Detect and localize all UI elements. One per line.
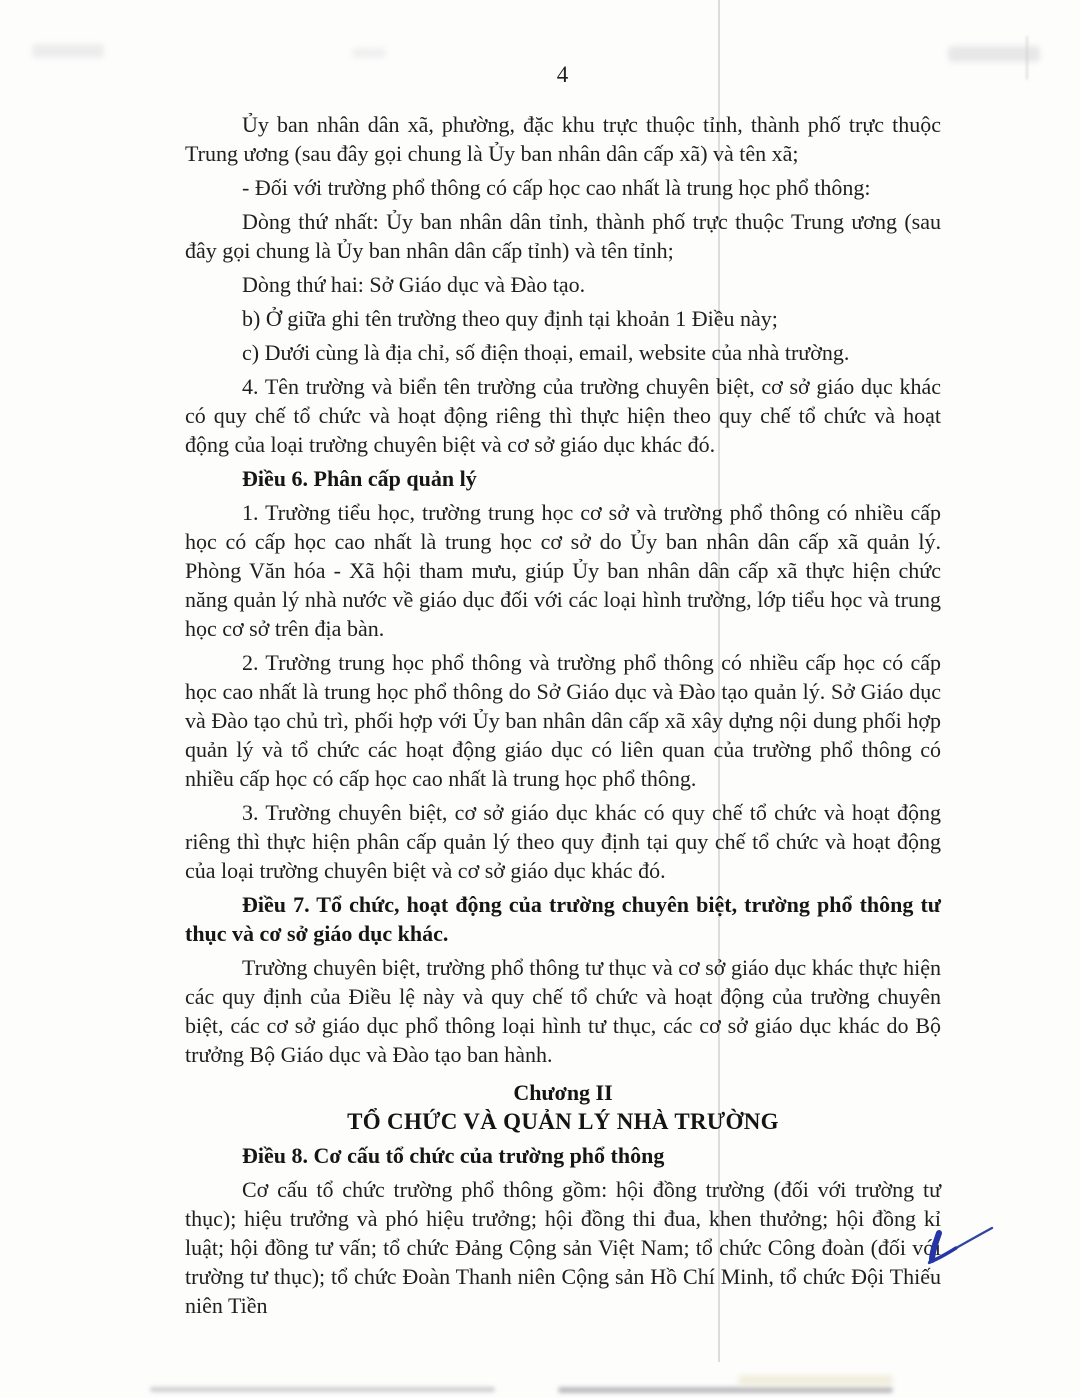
scan-smudge-top-left <box>32 44 104 58</box>
document-body <box>185 110 941 1325</box>
article-heading-dieu-6: Điều 6. Phân cấp quản lý <box>242 466 477 491</box>
paragraph: 1. Trường tiểu học, trường trung học cơ sở và trường phổ thông có nhiều cấp học có cấp học cao nhất là trung học cơ sở do Ủy ban nhân dân cấp xã quản lý. Phòng Văn hóa - Xã hội tham mưu, giúp Ủy ban nhân dân cấp xã thực hiện chức năng quản lý nhà nước về giáo dục đối với các loại hình trường, lớp tiểu học và trung học cơ sở trên địa bàn. <box>185 500 941 641</box>
paragraph: Trường chuyên biệt, trường phổ thông tư thục và cơ sở giáo dục khác thực hiện các quy định của Điều lệ này và quy chế tổ chức và hoạt động của trường chuyên biệt, các cơ sở giáo dục phổ thông loại hình tư thục, các cơ sở giáo dục khác do Bộ trưởng Bộ Giáo dục và Đào tạo ban hành. <box>185 955 941 1067</box>
paragraph: 2. Trường trung học phổ thông và trường phổ thông có nhiều cấp học có cấp học cao nhất là trung học phổ thông do Sở Giáo dục và Đào tạo quản lý. Sở Giáo dục và Đào tạo chủ trì, phối hợp với Ủy ban nhân dân cấp xã xây dựng nội dung phối hợp quản lý và tổ chức các hoạt động giáo dục có liên quan của trường phổ thông có nhiều cấp học có cấp học cao nhất là trung học phổ thông. <box>185 650 941 791</box>
article-heading-dieu-7: Điều 7. Tổ chức, hoạt động của trường chuyên biệt, trường phổ thông tư thục và cơ sở giáo dục khác. <box>185 892 941 946</box>
pen-checkmark-icon <box>918 1220 1002 1272</box>
paragraph: Dòng thứ hai: Sở Giáo dục và Đào tạo. <box>242 272 586 297</box>
paragraph: Cơ cấu tổ chức trường phổ thông gồm: hội đồng trường (đối với trường tư thục); hiệu trưởng và phó hiệu trưởng; hội đồng thi đua, khen thưởng; hội đồng kỉ luật; hội đồng tư vấn; tổ chức Đảng Cộng sản Việt Nam; tổ chức Công đoàn (đối với trường tư thục); tổ chức Đoàn Thanh niên Cộng sản Hồ Chí Minh, tổ chức Đội Thiếu niên Tiền <box>185 1177 941 1318</box>
paragraph: Dòng thứ nhất: Ủy ban nhân dân tỉnh, thành phố trực thuộc Trung ương (sau đây gọi chung là Ủy ban nhân dân cấp tỉnh) và tên tỉnh; <box>185 209 941 263</box>
paragraph: - Đối với trường phổ thông có cấp học cao nhất là trung học phổ thông: <box>242 175 871 200</box>
scan-smudge-bottom-left <box>150 1387 495 1392</box>
paragraph: 3. Trường chuyên biệt, cơ sở giáo dục khác có quy chế tổ chức và hoạt động riêng thì thực hiện phân cấp quản lý theo quy định tại quy chế tổ chức và hoạt động của loại trường chuyên biệt và cơ sở giáo dục khác đó. <box>185 800 941 883</box>
paragraph: Ủy ban nhân dân xã, phường, đặc khu trực thuộc tỉnh, thành phố trực thuộc Trung ương (sau đây gọi chung là Ủy ban nhân dân cấp xã) và tên xã; <box>185 112 941 166</box>
paragraph: 4. Tên trường và biển tên trường của trường chuyên biệt, cơ sở giáo dục khác có quy chế tổ chức và hoạt động riêng thì thực hiện theo quy chế tổ chức và hoạt động của loại trường chuyên biệt và cơ sở giáo dục khác đó. <box>185 374 941 457</box>
paragraph: c) Dưới cùng là địa chỉ, số điện thoại, email, website của nhà trường. <box>242 340 850 365</box>
page-number: 4 <box>556 62 570 87</box>
chapter-title: TỔ CHỨC VÀ QUẢN LÝ NHÀ TRƯỜNG <box>347 1109 779 1134</box>
scan-smudge-top-right-line <box>1026 36 1028 80</box>
scan-smudge-bottom-right <box>558 1387 893 1393</box>
scan-smudge-top-mid <box>352 48 386 58</box>
chapter-number: Chương II <box>513 1080 613 1105</box>
article-heading-dieu-8: Điều 8. Cơ cấu tổ chức của trường phổ thông <box>242 1143 665 1168</box>
paragraph: b) Ở giữa ghi tên trường theo quy định tại khoản 1 Điều này; <box>242 306 778 331</box>
scan-smudge-bottom-tint <box>738 1375 893 1386</box>
